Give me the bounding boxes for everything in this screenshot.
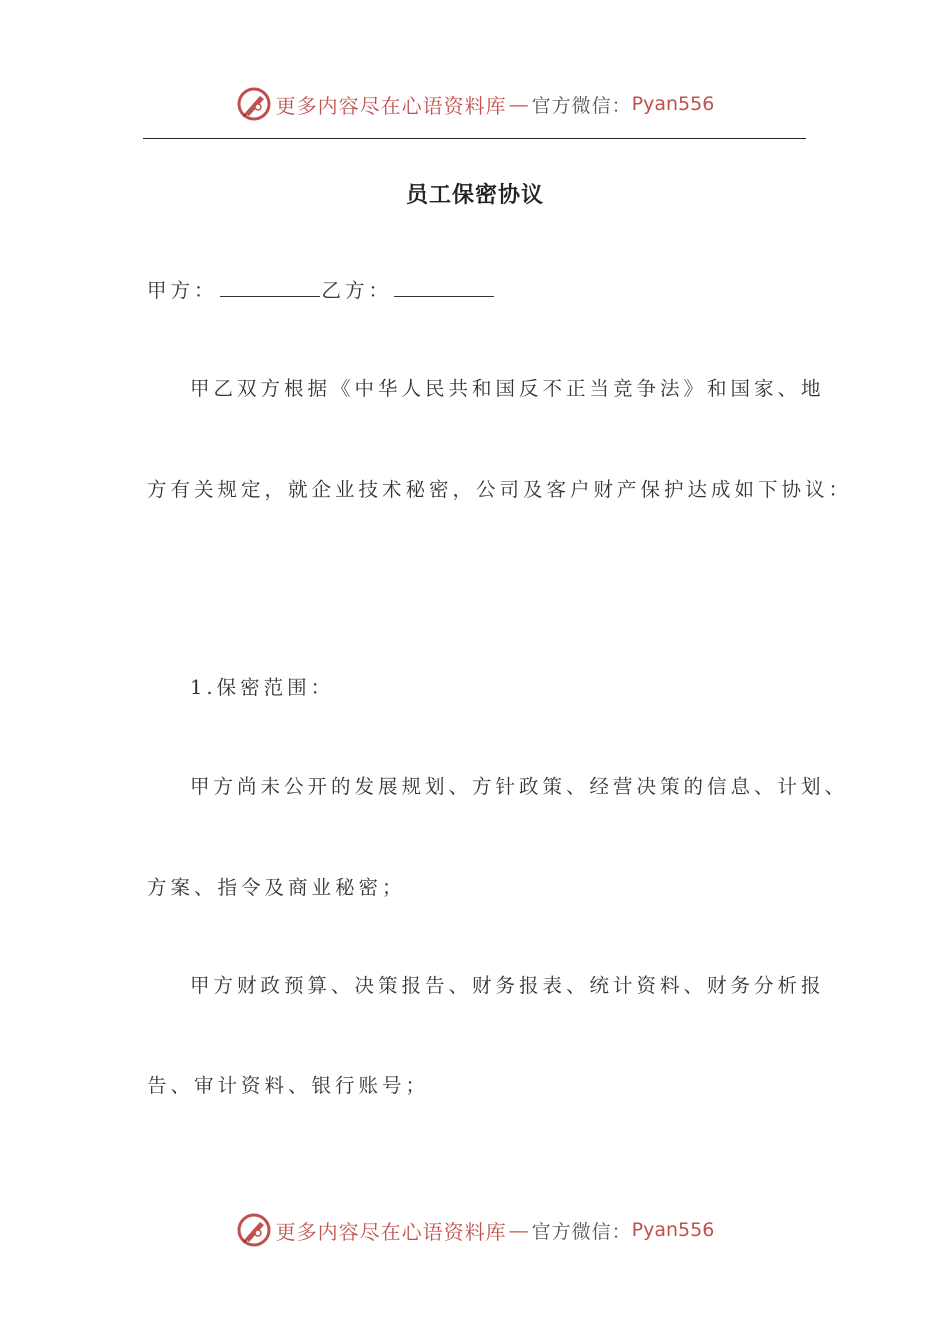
paragraph-line: 甲方尚未公开的发展规划、方针政策、经营决策的信息、计划、 xyxy=(190,775,849,798)
paragraph-line: 甲乙双方根据《中华人民共和国反不正当竞争法》和国家、地 xyxy=(190,377,825,400)
wechat-label: 官方微信： xyxy=(531,1220,632,1243)
paragraph-line: 甲方财政预算、决策报告、财务报表、统计资料、财务分析报 xyxy=(190,974,825,997)
wechat-id: Pyan556 xyxy=(631,93,715,115)
banner-dash: — xyxy=(508,1218,530,1242)
header-banner xyxy=(0,84,950,124)
section-heading: 1.保密范围： xyxy=(190,676,335,699)
brand-text: 更多内容尽在心语资料库 xyxy=(275,93,507,118)
banner-dash: — xyxy=(508,92,530,116)
pen-logo-icon xyxy=(236,86,272,122)
document-title: 员工保密协议 xyxy=(405,182,544,208)
paragraph-line: 告、审计资料、银行账号； xyxy=(147,1074,430,1097)
wechat-label: 官方微信： xyxy=(531,94,632,117)
parties-line xyxy=(147,275,496,303)
party-b-label: 乙方： xyxy=(321,279,393,302)
header-divider xyxy=(143,138,806,139)
paragraph-line: 方有关规定，就企业技术秘密，公司及客户财产保护达成如下协议： xyxy=(147,478,853,501)
paragraph-line: 方案、指令及商业秘密； xyxy=(147,876,406,899)
party-a-label: 甲方： xyxy=(147,279,218,302)
party-b-blank xyxy=(394,278,494,297)
wechat-id: Pyan556 xyxy=(631,1219,715,1241)
footer-banner xyxy=(0,1210,950,1250)
party-a-blank xyxy=(220,278,320,297)
brand-text: 更多内容尽在心语资料库 xyxy=(275,1219,507,1244)
pen-logo-icon xyxy=(236,1212,272,1248)
